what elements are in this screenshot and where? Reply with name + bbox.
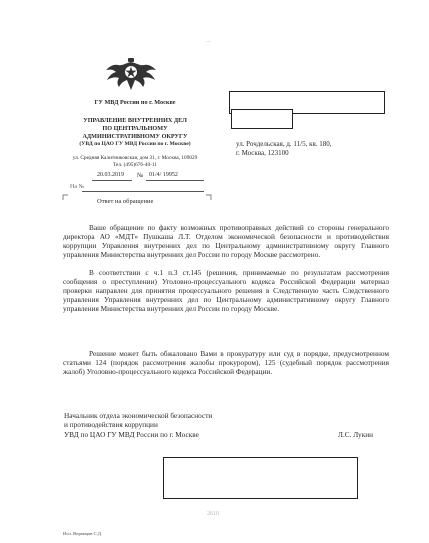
margin-mark: — xyxy=(206,40,211,45)
mvd-emblem-icon xyxy=(104,56,158,92)
body-paragraph-1: Ваше обращение по факту возможных противоправных действий со стороны генерального директора АО «МДТ» Пушкаша Л.Т. Отделом экономической безопасности и противодействия коррупции Управления внутренних дел по Центральному административному округу Главного управления Министерства внутренних дел России по городу Москве рассмотрено. xyxy=(63,223,389,259)
dept-address: ул. Средняя Калитниковская, дом 31, г. Москва, 109029 xyxy=(72,155,198,161)
body-paragraph-2: В соответствии с ч.1 п.3 ст.145 (решения, принимаемые по результатам рассмотрения сообщения о преступлении) Уголовно-процессуального кодекса Российской Федерации материал проверки направлен для принятия процессуального решения в Следственную часть Следственного управления Управления внутренних дел по Центральному административному округу Главного управления Министерства внутренних дел России по городу Москве. xyxy=(63,268,389,313)
signatory-title-line-1: Начальник отдела экономической безопасности xyxy=(64,411,213,420)
letter-number: 01/4/ 19952 xyxy=(149,172,178,178)
redacted-recipient-extra xyxy=(231,109,293,129)
org-top-line: ГУ МВД России по г. Москве xyxy=(94,99,176,106)
redacted-stamp-area xyxy=(163,457,358,499)
ref-underline xyxy=(82,191,204,192)
ref-label: На № xyxy=(70,184,85,190)
date-underline xyxy=(92,180,132,181)
signatory-name: Л.С. Лукин xyxy=(338,430,374,439)
reply-label: Ответ на обращение xyxy=(97,198,154,205)
dept-short-name: (УВД по ЦАО ГУ МВД России по г. Москве) xyxy=(79,141,191,147)
number-underline xyxy=(146,180,204,181)
signatory-title-line-3: УВД по ЦАО ГУ МВД России по г. Москве xyxy=(64,430,199,439)
number-sign: № xyxy=(137,172,144,179)
body-paragraph-3: Решение может быть обжаловано Вами в прокуратуру или суд в порядке, предусмотренном статьями 124 (порядок рассмотрения жалобы прокурором), 125 (судебный порядок рассмотрения жалоб) Уголовно-процессуального кодекса Российской Федерации. xyxy=(63,349,389,376)
letter-date: 20.03.2019 xyxy=(97,172,124,178)
margin-note: 2610 xyxy=(207,511,219,517)
dept-phone: Тел. (495)676-40-11 xyxy=(112,162,158,168)
executor-note: Исп. Воронцов С.Д. xyxy=(63,531,103,536)
recipient-address-line-1: ул. Рочдельская, д. 11/5, кв. 180, xyxy=(236,140,332,148)
recipient-address-line-2: г. Москва, 123100 xyxy=(236,149,289,157)
dept-line-2: ПО ЦЕНТРАЛЬНОМУ xyxy=(102,125,168,132)
dept-line-1: УПРАВЛЕНИЕ ВНУТРЕННИХ ДЕЛ xyxy=(83,117,187,124)
dept-line-3: АДМИНИСТРАТИВНОМУ ОКРУГУ xyxy=(82,133,188,140)
signatory-title-line-2: и противодействия коррупции xyxy=(64,420,158,429)
